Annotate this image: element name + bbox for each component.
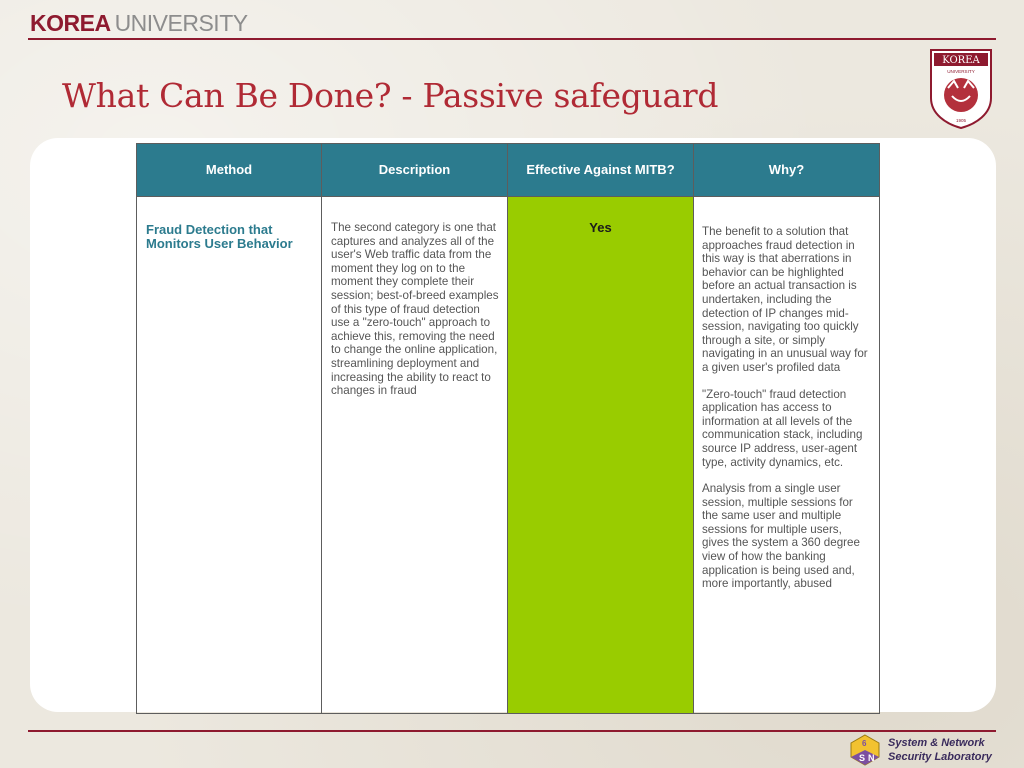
slide-title: What Can Be Done? - Passive safeguard (62, 76, 719, 115)
lab-name-line-1: System & Network (888, 737, 985, 749)
safeguard-table (136, 143, 880, 714)
header-why: Why? (694, 144, 880, 197)
table-row (137, 197, 880, 714)
header-method: Method (137, 144, 322, 197)
brand-university: UNIVERSITY (114, 10, 248, 36)
cell-effective (508, 197, 694, 714)
effective-value: Yes (589, 220, 612, 235)
lab-name-line-2: Security Laboratory (888, 751, 992, 763)
why-paragraph-3: Analysis from a single user session, multiple sessions for the same user and multiple sessions for multiple users, gives the system a 360 degree view of how the banking application is being used and, more importantly, abused (702, 482, 860, 591)
cell-method (137, 197, 322, 714)
lab-logo-s: S (859, 753, 866, 763)
emblem-subtext: UNIVERSITY (947, 69, 975, 74)
table-header-row (137, 144, 880, 197)
why-paragraph-2: "Zero-touch" fraud detection application has access to information at all levels of the communication stack, including source IP address, user-agent type, activity dynamics, etc. (702, 387, 863, 469)
method-text: Fraud Detection that Monitors User Behavior (146, 222, 293, 251)
lab-logo-icon (848, 734, 882, 766)
lab-logo-6: 6 (862, 739, 867, 748)
tiger-head-shape (944, 78, 978, 112)
top-divider (28, 38, 996, 40)
bottom-divider (28, 730, 996, 732)
why-paragraph-1: The benefit to a solution that approaches fraud detection in this way is that aberrations in behavior can be highlighted before an actual transaction is undertaken, including the detection of IP changes mid-session, navigating too quickly through a site, or simply navigating in an unusual way for a given user's profiled data (702, 225, 868, 374)
brand-korea: KOREA (30, 10, 111, 36)
emblem-text: KOREA (942, 55, 980, 66)
emblem-year: 1905 (955, 118, 967, 123)
header-effective: Effective Against MITB? (508, 144, 694, 197)
cell-why (694, 197, 880, 714)
korea-university-emblem-icon (928, 48, 994, 130)
lab-name (888, 736, 992, 764)
header-description: Description (322, 144, 508, 197)
cell-description: The second category is one that captures and analyzes all of the user's Web traffic data from the moment they log on to the moment they complete their session; best-of-breed examples of this type of fraud detection use a "zero-touch" approach to achieve this, removing the need to change the online application, streamlining deployment and increasing the ability to react to changes in fraud (322, 197, 508, 714)
lab-logo-n: N (868, 753, 875, 763)
brand-logo (30, 10, 248, 37)
